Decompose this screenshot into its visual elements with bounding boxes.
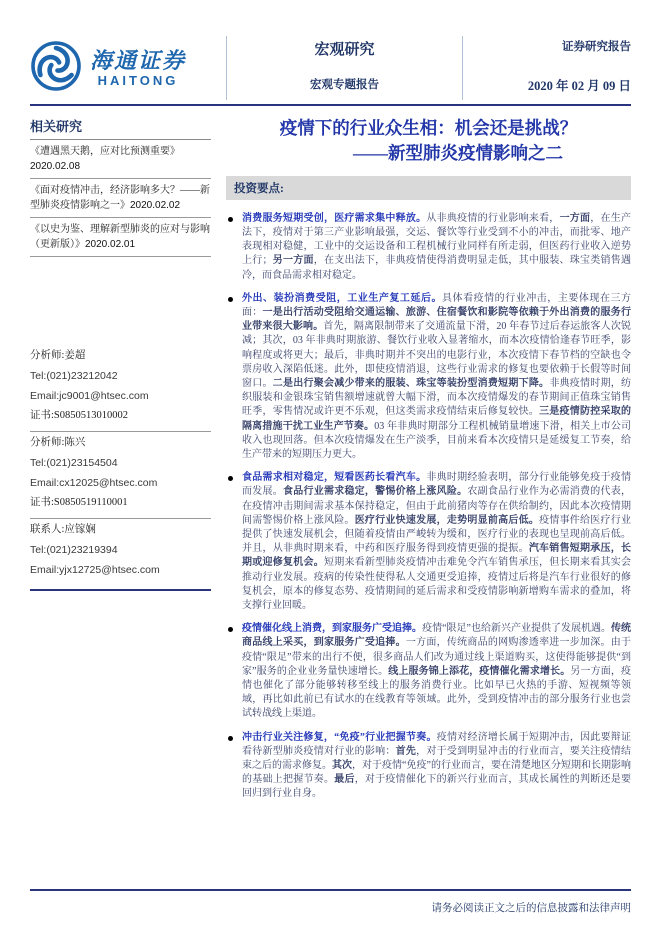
bullet-bold-segment: 传统商品线上采买，到家服务广受追捧。	[242, 623, 632, 649]
page-title-line2: ——新型肺炎疫情影响之二	[353, 143, 563, 164]
contact-role-name: 分析师:陈兴	[30, 437, 86, 448]
bullet-item	[226, 212, 631, 283]
investment-highlights-label: 投资要点:	[226, 176, 631, 200]
bullet-body-segment: 疫情对经济增长属于短期冲击，因此要辩证看待新型肺炎疫情对行业的影响：	[242, 731, 632, 757]
bullet-body-segment: 03 年非典时期部分工程机械销量增速下滑，相关上市公司收入也现回落。但本次疫情爆发在生产淡季，目前来看本次疫情只是延缓复工节奏，给生产带来的短期压力更大。	[242, 420, 632, 460]
contact-email[interactable]: Email:cx12025@htsec.com	[30, 477, 158, 489]
contact-block	[30, 345, 211, 432]
bullet-body-segment: 具体看疫情的行业冲击，主要体现在三方面：	[242, 292, 632, 318]
contact-cert: 证书:S0850513010002	[30, 410, 129, 421]
bullet-bold-segment: 医疗行业快速发展，走势明显前高后低。	[354, 514, 540, 526]
sidebar	[30, 116, 211, 811]
bullet-item	[226, 622, 631, 721]
footer-disclaimer: 请务必阅读正文之后的信息披露和法律声明	[431, 903, 631, 914]
related-research-list	[30, 140, 211, 257]
bullet-dot-icon	[228, 736, 233, 741]
bullet-bold-segment: 其次	[332, 760, 353, 772]
bullet-body-segment: 一方面，传统商品的网购渗透率进一步加深。由于疫情“限足”带来的出行不便，很多商品人们改为通过线上渠道购买，这使得能够提供“到家”服务的企业业务量快速增长。	[242, 637, 632, 677]
bullet-dot-icon	[228, 217, 233, 222]
contact-tel: Tel:(021)23154504	[30, 457, 118, 469]
bullet-lead-segment: 冲击行业关注修复，“免疫”行业把握节奏。	[242, 731, 437, 743]
bullet-text	[242, 212, 631, 283]
related-research-item[interactable]	[30, 140, 211, 179]
related-item-date: 2020.02.08	[30, 161, 81, 172]
bullet-body-segment: ，在生产法下，疫情对于第三产业影响最强，交运、餐饮等行业受到不小的冲击，而批零、地产表现相对稳健，工业中的交运设备和工程机械行业同样有所走弱，但医药行业收入逆势上行；	[242, 212, 632, 267]
header-center	[226, 36, 463, 100]
related-research-title: 相关研究	[30, 116, 211, 140]
header-logo	[30, 36, 226, 100]
haitong-logo-icon	[30, 40, 82, 97]
logo-english-name: HAITONG	[97, 72, 179, 88]
bullet-body-segment: ，对于受到明显冲击的行业而言，要关注疫情结束之后的需求修复。	[242, 745, 632, 772]
bullet-text	[242, 731, 631, 802]
contact-role-name: 分析师:姜超	[30, 350, 86, 361]
sidebar-bottom-divider	[30, 589, 211, 591]
bullet-item	[226, 731, 631, 802]
logo-chinese-name: 海通证券	[90, 47, 187, 73]
highlights-bullet-list	[226, 212, 631, 802]
bullet-lead-segment: 外出、装扮消费受阻，工业生产复工延后。	[242, 292, 443, 304]
footer	[30, 889, 631, 916]
contact-cert: 证书:S0850519110001	[30, 497, 128, 508]
bullet-body-segment: 非典时期经验表明，部分行业能够免疫于疫情而发展。	[242, 472, 632, 498]
logo-text	[90, 47, 187, 88]
related-item-title[interactable]: 《面对疫情冲击，经济影响多大？——新型肺炎疫情影响之一》	[30, 185, 210, 211]
related-item-date: 2020.02.01	[85, 239, 136, 250]
bullet-lead-segment: 消费服务短期受创，医疗需求集中释放。	[242, 212, 427, 224]
bullet-bold-segment: 首先	[395, 745, 417, 757]
bullet-body-segment: ，对于疫情催化下的新兴行业而言，其成长属性的判断还是要回归到行业自身。	[242, 774, 632, 800]
bullet-bold-segment: 一方面	[559, 212, 591, 224]
related-item-title[interactable]: 《遭遇黑天鹅，应对比预测重要》	[30, 146, 180, 157]
contact-block	[30, 519, 211, 585]
bullet-bold-segment: 另一方面	[272, 255, 314, 267]
bullet-text	[242, 622, 631, 721]
bullet-bold-segment: 线上服务锦上添花，疫情催化需求增长。	[388, 665, 571, 677]
report-type-label: 宏观专题报告	[310, 79, 379, 91]
bullet-lead-segment: 食品需求相对稳定，短看医药长看汽车。	[242, 472, 427, 484]
contact-tel: Tel:(021)23219394	[30, 544, 118, 556]
contact-email[interactable]: Email:jc9001@htsec.com	[30, 390, 149, 402]
bullet-body-segment: 另一方面，疫情也催化了部分能够转移至线上的服务消费行业。比如早已火热的手游、短视频等领域，再比如此前已有试水的在线教育等领域。此外，受到疫情冲击的部分服务行业也尝试转战线上渠道。	[242, 665, 631, 720]
bullet-body-segment: 农副食品行业作为必需消费的代表，在疫情冲击期间需求基本保持稳定，但由于此前猪肉等存在供给制约，因此本次疫情期间需警惕价格上涨风险。	[242, 486, 632, 526]
related-item-date: 2020.02.02	[130, 200, 181, 211]
contact-block	[30, 432, 211, 519]
header-divider	[30, 104, 631, 106]
report-series-label: 证券研究报告	[562, 41, 631, 53]
bullet-bold-segment: 一是出行活动受阻给交通运输、旅游、住宿餐饮和影院等依赖于外出消费的服务行业带来很大影响。	[242, 306, 632, 333]
bullet-body-segment: 首先，隔离限制带来了交通流量下滑，20 年春节过后春运旅客人次锐减；其次，03 年非典时期旅游、餐饮行业收入显著缩水，而本次疫情恰逢春节旺季，影响程度或将更大；最后，非典时期并不突出的电影行业，本次疫情下春节档的空缺也令票房收入深陷低迷。此外，即使疫情消退，这些行业需求的修复也要依赖于长假等时间窗口。	[242, 321, 632, 389]
bullet-text	[242, 471, 631, 613]
report-date: 2020 年 02 月 09 日	[527, 79, 631, 93]
bullet-item	[226, 471, 631, 613]
contact-tel: Tel:(021)23212042	[30, 370, 118, 382]
related-item-title[interactable]: 《以史为鉴、理解新型肺炎的应对与影响（更新版）》	[30, 224, 210, 250]
bullet-item	[226, 292, 631, 462]
bullet-bold-segment: 最后	[334, 774, 355, 786]
page-title-line1: 疫情下的行业众生相：机会还是挑战？	[279, 118, 578, 138]
related-research-item[interactable]	[30, 218, 211, 257]
main-column	[226, 116, 631, 811]
related-research-item[interactable]	[30, 179, 211, 218]
content-area	[30, 116, 631, 811]
contact-email[interactable]: Email:yjx12725@htsec.com	[30, 564, 160, 576]
report-header	[30, 36, 631, 100]
bullet-lead-segment: 疫情催化线上消费，到家服务广受追捧。	[242, 623, 423, 635]
bullet-dot-icon	[228, 627, 233, 632]
header-right	[463, 36, 631, 100]
bullet-dot-icon	[228, 297, 233, 302]
bullet-body-segment: 非典疫情时期，纺织服装和金银珠宝销售额增速就曾大幅下滑，而本次疫情爆发的春节期间正值珠宝销售旺季，零售情况或许更不乐观，但这类需求疫情结束后修复较快。	[242, 377, 632, 418]
bullet-body-segment: ，在支出法下，非典疫情使得消费明显走低，其中服装、珠宝类销售遇冷，而食品需求相对稳定。	[242, 255, 632, 281]
bullet-dot-icon	[228, 476, 233, 481]
bullet-text	[242, 292, 631, 462]
research-category: 宏观研究	[314, 42, 375, 58]
bullet-body-segment: ，对于疫情“免疫”的行业而言，要在清楚地区分短期和长期影响的基础上把握节奏。	[242, 760, 632, 786]
bullet-body-segment: 疫情“限足”也给新兴产业提供了发展机遇。	[422, 623, 611, 635]
bullet-bold-segment: 食品行业需求稳定，警惕价格上涨风险。	[282, 486, 468, 498]
contact-role-name: 联系人:应镓娴	[30, 524, 96, 535]
bullet-body-segment: 短期来看新型肺炎疫情冲击难免令汽车销售承压，但长期来看其实会推动行业发展。疫病的传染性使得私人交通更受追捧，疫情过后将是汽车行业很好的修复机会，原本的修复态势、疫情期间的延后需求和受疫情影响新增购车需求的叠加，将支撑行业回暖。	[242, 557, 632, 612]
bullet-bold-segment: 汽车销售短期承压，长期或迎修复机会。	[242, 543, 632, 569]
bullet-bold-segment: 二是出行聚会减少带来的服装、珠宝等装扮型消费短期下降。	[272, 377, 550, 389]
analyst-contacts	[30, 345, 211, 585]
bullet-bold-segment: 三是疫情防控采取的隔离措施干扰工业生产节奏。	[242, 406, 632, 432]
bullet-body-segment: 从非典疫情的行业影响来看，	[426, 212, 560, 224]
bullet-body-segment: 疫情事件给医疗行业提供了快速发展机会，但随着疫情由严峻转为缓和，医疗行业的表现也呈现前高后低。并且，从非典时期来看，中药和医疗服务得到疫情更强的提振。	[242, 514, 632, 555]
